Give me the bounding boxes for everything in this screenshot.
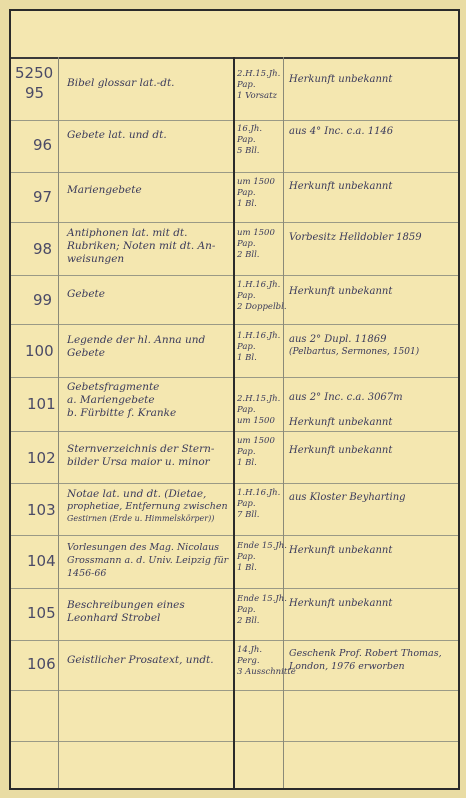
description xyxy=(67,488,228,526)
row-number: 99 xyxy=(33,291,53,309)
row-number: 101 xyxy=(27,395,56,413)
description xyxy=(67,288,105,301)
provenance-line: Vorbesitz Helldobler 1859 xyxy=(289,232,422,243)
description-line: Mariengebete xyxy=(67,184,142,196)
description xyxy=(67,599,185,625)
extent-line: 1 Vorsatz xyxy=(237,91,277,101)
extent-line: 1 Bl. xyxy=(237,458,257,468)
description xyxy=(67,443,214,469)
register-sheet xyxy=(9,9,460,790)
description xyxy=(67,227,215,266)
provenance xyxy=(289,491,406,504)
provenance-line: aus 2° Inc. c.a. 3067m xyxy=(289,392,403,403)
date-line: 16.Jh. xyxy=(237,124,263,134)
extent-line: 1 Bl. xyxy=(237,199,257,209)
provenance-line: Herkunft unbekannt xyxy=(289,598,393,609)
description-line: Gestirnen (Erde u. Himmelskörper)) xyxy=(67,514,215,523)
extent-line: 3 Ausschnitte xyxy=(237,667,296,677)
column-divider xyxy=(233,57,235,788)
provenance xyxy=(289,333,419,359)
row-number: 103 xyxy=(27,501,56,519)
description-line: bilder Ursa maior u. minor xyxy=(67,456,210,468)
provenance xyxy=(289,544,392,557)
date-line: um 1500 xyxy=(237,436,275,446)
number-prefix: 5250 xyxy=(15,64,54,82)
provenance-line: Herkunft unbekannt xyxy=(289,74,393,85)
description-line: Leonhard Strobel xyxy=(67,612,161,624)
description-line: Rubriken; Noten mit dt. An- xyxy=(67,240,216,252)
row-number: 97 xyxy=(33,188,53,206)
date-line: 2.H.15.Jh. xyxy=(237,69,281,79)
description-line: Gebete lat. und dt. xyxy=(67,129,167,141)
material-line: Pap. xyxy=(237,135,256,145)
description xyxy=(67,541,228,580)
description xyxy=(67,77,175,90)
description-line: Vorlesungen des Mag. Nicolaus xyxy=(67,542,220,553)
material-line: Pap. xyxy=(237,291,256,301)
physical-description xyxy=(237,541,287,574)
provenance xyxy=(289,73,392,86)
date-line: 2.H.15.Jh. xyxy=(237,394,281,404)
provenance-line: Herkunft unbekannt xyxy=(289,181,393,192)
provenance-line: Geschenk Prof. Robert Thomas, xyxy=(289,648,442,659)
physical-description xyxy=(237,394,280,427)
material-line: Perg. xyxy=(237,656,260,666)
description-line: weisungen xyxy=(67,253,125,265)
column-divider xyxy=(283,57,284,788)
material-line: Pap. xyxy=(237,188,256,198)
row-number: 104 xyxy=(27,552,56,570)
description xyxy=(67,184,142,197)
row-number: 98 xyxy=(33,240,53,258)
physical-description xyxy=(237,280,287,313)
provenance-line: Herkunft unbekannt xyxy=(289,545,393,556)
description-line: Antiphonen lat. mit dt. xyxy=(67,227,188,239)
physical-description xyxy=(237,488,280,521)
provenance-line: Herkunft unbekannt xyxy=(289,286,393,297)
row-number: 102 xyxy=(27,449,56,467)
provenance-line: (Pelbartus, Sermones, 1501) xyxy=(289,347,420,357)
date-line: Ende 15.Jh. xyxy=(237,594,287,604)
provenance-line: aus Kloster Beyharting xyxy=(289,492,406,503)
description xyxy=(67,381,176,420)
provenance xyxy=(289,647,442,673)
physical-description xyxy=(237,331,280,364)
row-number: 105 xyxy=(27,604,56,622)
extent-line: 1 Bl. xyxy=(237,563,257,573)
date-line: 1.H.16.Jh. xyxy=(237,331,281,341)
description-line: Beschreibungen eines xyxy=(67,599,185,611)
date-line: 1.H.16.Jh. xyxy=(237,488,281,498)
row-number: 96 xyxy=(33,136,53,154)
description-line: Geistlicher Prosatext, undt. xyxy=(67,654,214,666)
row-number xyxy=(15,63,53,103)
row-number: 106 xyxy=(27,655,56,673)
material-line: Pap. xyxy=(237,605,256,615)
date-line: um 1500 xyxy=(237,416,275,426)
description-line: Gebete xyxy=(67,288,105,300)
extent-line: 7 Bll. xyxy=(237,510,260,520)
date-line: Ende 15.Jh. xyxy=(237,541,287,551)
provenance-line: London, 1976 erworben xyxy=(289,661,405,672)
description xyxy=(67,654,214,667)
material-line: Pap. xyxy=(237,447,256,457)
extent-line: 2 Doppelbl. xyxy=(237,302,287,312)
physical-description xyxy=(237,177,275,210)
physical-description xyxy=(237,228,275,261)
physical-description xyxy=(237,645,296,678)
physical-description xyxy=(237,594,287,627)
description-line: Grossmann a. d. Univ. Leipzig für xyxy=(67,555,229,566)
provenance xyxy=(289,125,393,138)
description-line: Bibel glossar lat.-dt. xyxy=(67,77,175,89)
date-line: um 1500 xyxy=(237,228,275,238)
description-line: Gebete xyxy=(67,347,105,359)
extent-line: 5 Bll. xyxy=(237,146,260,156)
date-line: 1.H.16.Jh. xyxy=(237,280,281,290)
material-line: Pap. xyxy=(237,499,256,509)
provenance-line: Herkunft unbekannt xyxy=(289,417,393,428)
description-line: b. Fürbitte f. Kranke xyxy=(67,407,177,419)
column-divider xyxy=(58,57,59,788)
provenance-line: Herkunft unbekannt xyxy=(289,445,393,456)
provenance xyxy=(289,180,392,193)
description-line: a. Mariengebete xyxy=(67,394,155,406)
description xyxy=(67,334,205,360)
material-line: Pap. xyxy=(237,239,256,249)
description-line: Sternverzeichnis der Stern- xyxy=(67,443,215,455)
description-line: 1456-66 xyxy=(67,568,107,579)
number-sub: 95 xyxy=(25,84,45,102)
extent-line: 1 Bl. xyxy=(237,353,257,363)
provenance xyxy=(289,444,392,457)
material-line: Pap. xyxy=(237,80,256,90)
provenance-line: aus 2° Dupl. 11869 xyxy=(289,334,387,345)
physical-description xyxy=(237,436,275,469)
description-line: Gebetsfragmente xyxy=(67,381,160,393)
description-line: Legende der hl. Anna und xyxy=(67,334,206,346)
date-line: 14.Jh. xyxy=(237,645,263,655)
description-line: Notae lat. und dt. (Dietae, xyxy=(67,488,207,500)
provenance xyxy=(289,597,392,610)
provenance xyxy=(289,391,403,429)
date-line: um 1500 xyxy=(237,177,275,187)
material-line: Pap. xyxy=(237,552,256,562)
material-line: Pap. xyxy=(237,342,256,352)
provenance xyxy=(289,285,392,298)
extent-line: 2 Bll. xyxy=(237,250,260,260)
provenance-line: aus 4° Inc. c.a. 1146 xyxy=(289,126,394,137)
physical-description xyxy=(237,124,262,157)
extent-line: 2 Bll. xyxy=(237,616,260,626)
physical-description xyxy=(237,69,280,102)
description-line: prophetiae, Entfernung zwischen xyxy=(67,500,228,512)
description xyxy=(67,129,167,142)
row-number: 100 xyxy=(25,342,54,360)
material-line: Pap. xyxy=(237,405,256,415)
provenance xyxy=(289,231,422,244)
